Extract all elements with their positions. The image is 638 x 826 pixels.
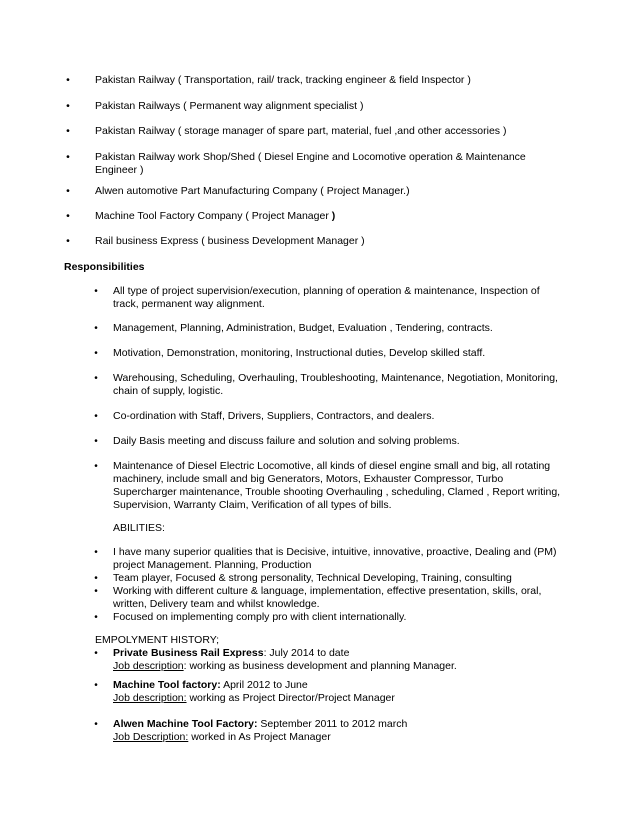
employment-desc [113,660,563,673]
position-text-main: Machine Tool Factory Company ( Project Manager [95,210,332,222]
responsibility-line: Management, Planning, Administration, Budget, Evaluation , Tendering, contracts. [113,322,493,334]
employment-date: September 2011 to 2012 march [257,718,408,730]
position-text: Alwen automotive Part Manufacturing Company ( Project Manager.) [95,185,410,197]
employment-date: April 2012 to June [220,679,308,691]
responsibility-line: Co-ordination with Staff, Drivers, Suppliers, Contractors, and dealers. [113,410,435,422]
job-description-label: Job Description: [113,731,189,743]
ability-line: Working with different culture & language, implementation, effective presentation, skills, oral, [113,585,542,597]
bullet: • [94,586,98,597]
employment-desc [113,731,563,744]
bullet: • [94,573,98,584]
employment-desc [113,692,563,705]
ability-line: Team player, Focused & strong personality, Technical Developing, Training, consulting [113,572,512,584]
employment-date: : July 2014 to date [263,647,350,659]
bullet: • [94,461,98,472]
position-text-bold: ) [331,210,336,222]
bullet: • [94,286,98,297]
position-text [95,210,565,223]
employment-title [113,679,563,692]
responsibilities-heading: Responsibilities [64,261,145,273]
employment-heading: EMPOLYMENT HISTORY; [95,634,219,646]
ability-line: written, Delivery team and whilst knowledge. [113,598,320,610]
bullet: • [94,373,98,384]
responsibility-line: Supervision, Warranty Claim, Verification of all types of bills. [113,499,392,511]
bullet: • [66,210,70,222]
bullet: • [66,185,70,197]
bullet: • [66,74,70,86]
responsibility-line: Motivation, Demonstration, monitoring, Instructional duties, Develop skilled staff. [113,347,486,359]
bullet: • [94,323,98,334]
job-description-text: working as Project Director/Project Manager [186,692,395,704]
responsibility-line: chain of supply, logistic. [113,385,224,397]
bullet: • [94,719,98,730]
abilities-heading: ABILITIES: [113,522,165,534]
employment-title [113,718,563,731]
bullet: • [94,348,98,359]
bullet: • [66,235,70,247]
responsibility-line: Supercharger maintenance, Trouble shooting Overhauling , scheduling, Clamed , Report writing, [113,486,561,498]
ability-line: project Management. Planning, Production [113,559,312,571]
job-description-label: Job description: [113,692,187,704]
bullet: • [94,648,98,659]
employment-company: Private Business Rail Express [113,647,264,659]
bullet: • [94,436,98,447]
ability-line: I have many superior qualities that is Decisive, intuitive, innovative, proactive, Dealing and (PM) [113,546,557,558]
position-text: Pakistan Railways ( Permanent way alignment specialist ) [95,100,364,112]
job-description-text: worked in As Project Manager [188,731,331,743]
position-text: Pakistan Railway ( Transportation, rail/ track, tracking engineer & field Inspector ) [95,74,471,86]
responsibility-line: All type of project supervision/execution, planning of operation & maintenance, Inspection of [113,285,540,297]
bullet: • [66,125,70,137]
responsibility-line: Warehousing, Scheduling, Overhauling, Troubleshooting, Maintenance, Negotiation, Monitoring, [113,372,558,384]
bullet: • [94,547,98,558]
job-description-text: : working as business development and planning Manager. [183,660,457,672]
responsibility-line: track, permanent way alignment. [113,298,265,310]
employment-title [113,647,563,660]
position-text: Engineer ) [95,164,144,176]
ability-line: Focused on implementing comply pro with client internationally. [113,611,407,623]
responsibility-line: Maintenance of Diesel Electric Locomotive, all kinds of diesel engine small and big, all rotating [113,460,551,472]
bullet: • [66,151,70,163]
position-text: Pakistan Railway work Shop/Shed ( Diesel Engine and Locomotive operation & Maintenance [95,151,526,163]
bullet: • [94,411,98,422]
employment-company: Alwen Machine Tool Factory: [113,718,258,730]
responsibility-line: machinery, include small and big Generators, Motors, Exhauster Compressor, Turbo [113,473,504,485]
position-text: Pakistan Railway ( storage manager of spare part, material, fuel ,and other accessories ) [95,125,507,137]
job-description-label: Job description [113,660,184,672]
bullet: • [66,100,70,112]
bullet: • [94,612,98,623]
employment-company: Machine Tool factory: [113,679,221,691]
position-text: Rail business Express ( business Development Manager ) [95,235,365,247]
bullet: • [94,680,98,691]
responsibility-line: Daily Basis meeting and discuss failure and solution and solving problems. [113,435,460,447]
